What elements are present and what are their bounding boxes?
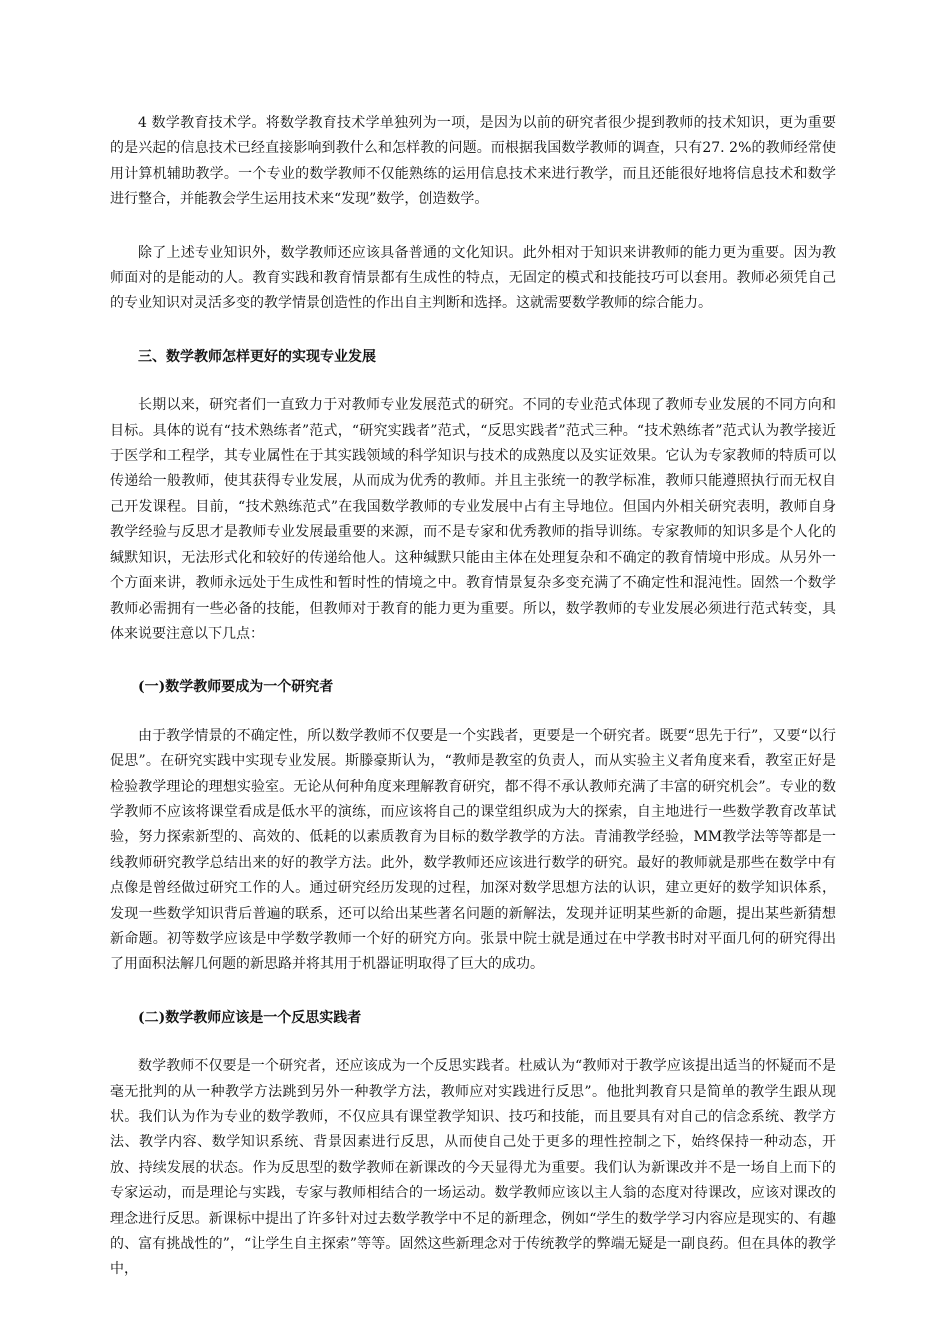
paragraph-teacher-as-researcher: 由于教学情景的不确定性，所以数学教师不仅要是一个实践者，更要是一个研究者。既要“思先于行”，又要“以行促思”。在研究实践中实现专业发展。斯滕豪斯认为，“教师是教室的负责人，而从实验主义者角度来看，教室正好是检验教学理论的理想实验室。无论从何种角度来理解教育研究，都不得不承认教师充满了丰富的研究机会”。专业的数学教师不应该将课堂看成是低水平的演练，而应该将自己的课堂组织成为大的探索，自主地进行一些数学教育改革试验，努力探索新型的、高效的、低耗的以素质教育为目标的数学教学的方法。青浦教学经验，MM教学法等等都是一线教师研究教学总结出来的好的教学方法。此外，数学教师还应该进行数学的研究。最好的教师就是那些在数学中有点像是曾经做过研究工作的人。通过研究经历发现的过程，加深对数学思想方法的认识，建立更好的数学知识体系，发现一些数学知识背后普遍的联系，还可以给出某些著名问题的新解法，发现并证明某些新的命题，提出某些新猜想新命题。初等数学应该是中学数学教师一个好的研究方向。张景中院士就是通过在中学教书时对平面几何的研究得出了用面积法解几何题的新思路并将其用于机器证明取得了巨大的成功。 <box>110 727 836 973</box>
subheading-teacher-as-researcher: (一)数学教师要成为一个研究者 <box>138 679 334 696</box>
paragraph-math-education-technology: 4 数学教育技术学。将数学教育技术学单独列为一项，是因为以前的研究者很少提到教师的技术知识，更为重要的是兴起的信息技术已经直接影响到教什么和怎样教的问题。而根据我国数学教师的调查，只有27. 2%的教师经常使用计算机辅助教学。一个专业的数学教师不仅能熟练的运用信息技术来进行教学，而且还能很好地将信息技术和数学进行整合，并能教会学生运用技术来“发现”数学，创造数学。 <box>110 115 837 208</box>
paragraph-development-paradigms: 长期以来，研究者们一直致力于对教师专业发展范式的研究。不同的专业范式体现了教师专业发展的不同方向和目标。具体的说有“技术熟练者”范式，“研究实践者”范式，“反思实践者”范式三种。“技术熟练者”范式认为教学接近于医学和工程学，其专业属性在于其实践领域的科学知识与技术的成熟度以及实证效果。它认为专家教师的特质可以传递给一般教师，使其获得专业发展，从而成为优秀的教师。并且主张统一的教学标准，教师只能遵照执行而无权自己开发课程。目前，“技术熟练范式”在我国数学教师的专业发展中占有主导地位。但国内外相关研究表明，教师自身教学经验与反思才是教师专业发展最重要的来源，而不是专家和优秀教师的指导训练。专家教师的知识多是个人化的缄默知识，无法形式化和较好的传递给他人。这种缄默只能由主体在处理复杂和不确定的教育情境中形成。从另外一个方面来讲，教师永远处于生成性和暂时性的情境之中。教育情景复杂多变充满了不确定性和混沌性。固然一个数学教师必需拥有一些必备的技能，但教师对于教育的能力更为重要。所以，数学教师的专业发展必须进行范式转变，具体来说要注意以下几点： <box>110 397 836 642</box>
subheading-reflective-practitioner: (二)数学教师应该是一个反思实践者 <box>138 1009 362 1026</box>
paragraph-cultural-knowledge: 除了上述专业知识外，数学教师还应该具备普通的文化知识。此外相对于知识来讲教师的能力更为重要。因为教师面对的是能动的人。教育实践和教育情景都有生成性的特点，无固定的模式和技能技巧可以套用。教师必须凭自己的专业知识对灵活多变的教学情景创造性的作出自主判断和选择。这就需要数学教师的综合能力。 <box>110 244 836 312</box>
paragraph-reflective-practitioner: 数学教师不仅要是一个研究者，还应该成为一个反思实践者。杜威认为“教师对于教学应该提出适当的怀疑而不是毫无批判的从一种教学方法跳到另外一种教学方法，教师应对实践进行反思”。他批判教育只是简单的教学生跟从现状。我们认为作为专业的数学教师，不仅应具有课堂教学知识、技巧和技能，而且要具有对自己的信念系统、教学方法、教学内容、数学知识系统、背景因素进行反思，从而使自己处于更多的理性控制之下，始终保持一种动态，开放、持续发展的状态。作为反思型的数学教师在新课改的今天显得尤为重要。我们认为新课改并不是一场自上而下的专家运动，而是理论与实践，专家与教师相结合的一场运动。数学教师应该以主人翁的态度对待课改，应该对课改的理念进行反思。新课标中提出了许多针对过去数学教学中不足的新理念，例如“学生的数学学习内容应是现实的、有趣的、富有挑战性的”，“让学生自主探索”等等。固然这些新理念对于传统教学的弊端无疑是一副良药。但在具体的教学中， <box>110 1058 836 1278</box>
section-heading-professional-development: 三、数学教师怎样更好的实现专业发展 <box>138 348 376 365</box>
